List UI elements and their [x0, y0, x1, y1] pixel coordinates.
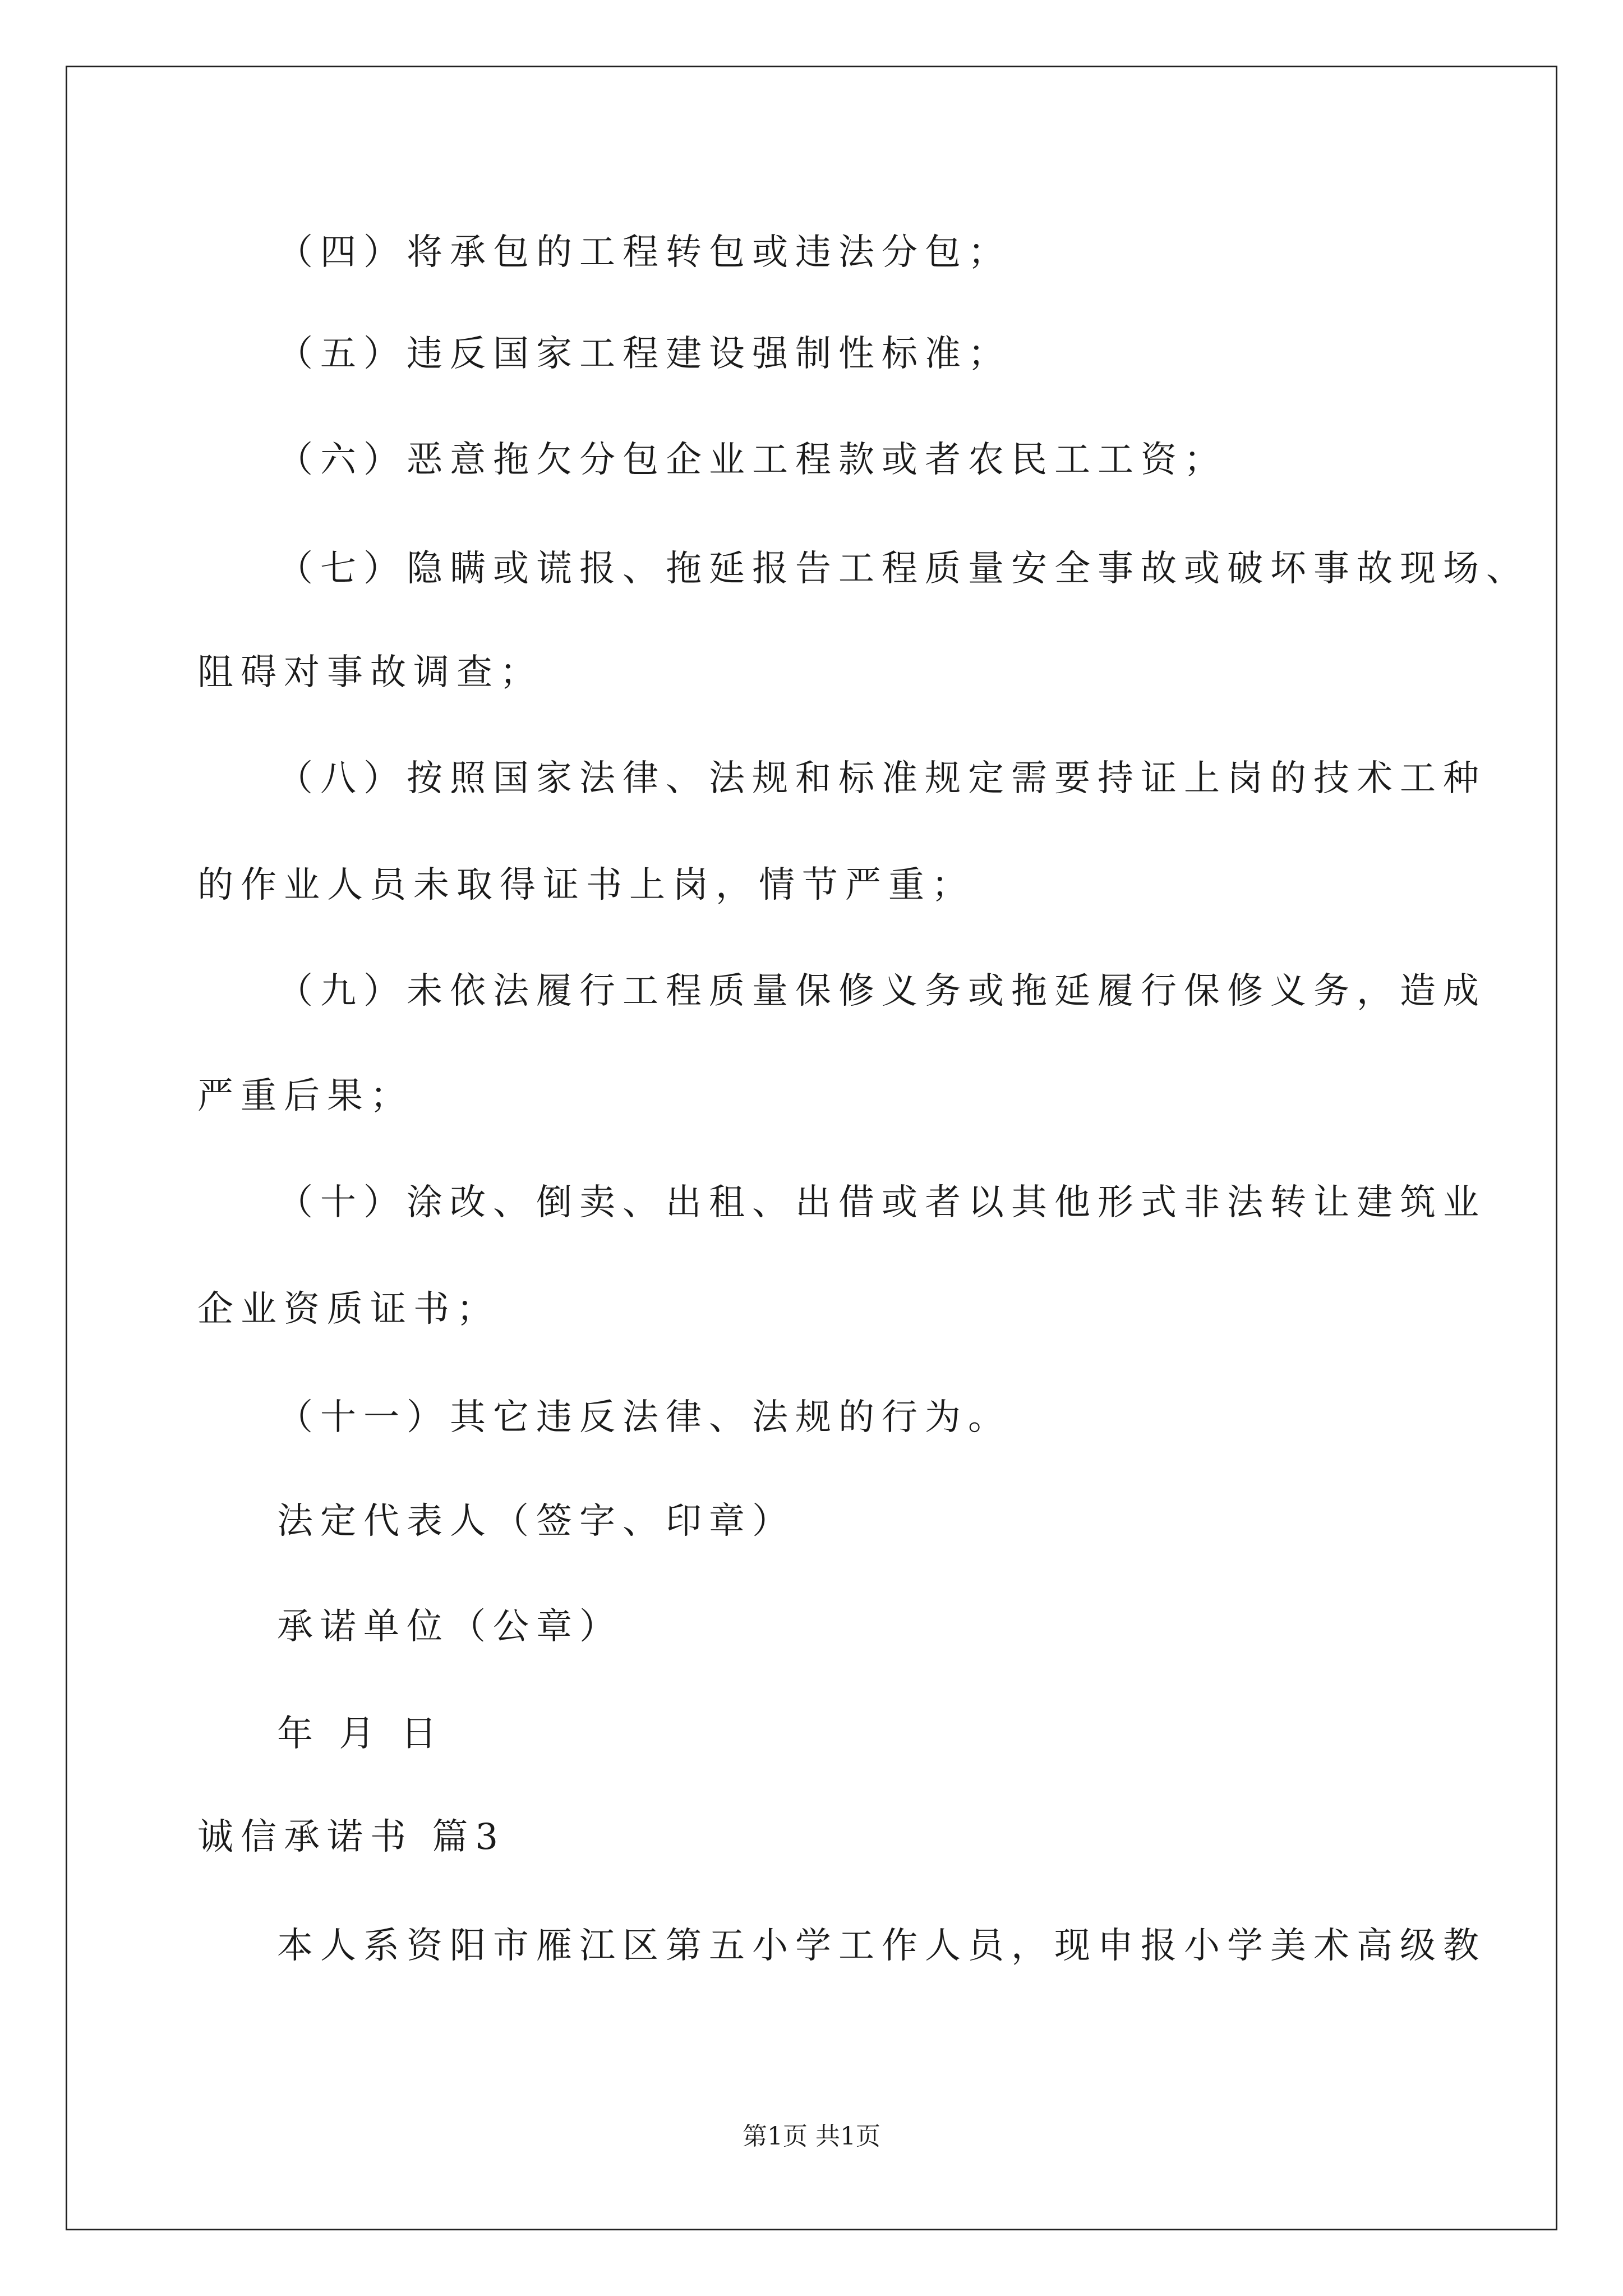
- section-heading: 诚信承诺书 篇3: [197, 1816, 506, 1858]
- legal-rep-signature: 法定代表人（签字、印章）: [277, 1501, 795, 1542]
- clause-8-line-1: （八）按照国家法律、法规和标准规定需要持证上岗的技术工种: [277, 758, 1486, 799]
- body-paragraph: 本人系资阳市雁江区第五小学工作人员，现申报小学美术高级教: [277, 1925, 1486, 1967]
- clause-9-line-1: （九）未依法履行工程质量保修义务或拖延履行保修义务，造成: [277, 970, 1486, 1012]
- clause-4: （四）将承包的工程转包或违法分包；: [277, 232, 1011, 273]
- clause-5: （五）违反国家工程建设强制性标准；: [277, 333, 1011, 375]
- clause-7-line-2: 阻碍对事故调查；: [197, 652, 543, 693]
- clause-10-line-1: （十）涂改、倒卖、出租、出借或者以其他形式非法转让建筑业: [277, 1182, 1486, 1223]
- unit-seal: 承诺单位（公章）: [277, 1606, 623, 1648]
- clause-6: （六）恶意拖欠分包企业工程款或者农民工工资；: [277, 439, 1227, 481]
- page-border: [66, 66, 1557, 2230]
- date-line: 年 月 日: [277, 1713, 444, 1755]
- clause-9-line-2: 严重后果；: [197, 1075, 413, 1117]
- clause-11: （十一）其它违反法律、法规的行为。: [277, 1397, 1011, 1438]
- clause-10-line-2: 企业资质证书；: [197, 1289, 500, 1330]
- page-footer: 第1页 共1页: [743, 2122, 880, 2151]
- clause-7-line-1: （七）隐瞒或谎报、拖延报告工程质量安全事故或破坏事故现场、: [277, 548, 1529, 590]
- clause-8-line-2: 的作业人员未取得证书上岗，情节严重；: [197, 864, 975, 906]
